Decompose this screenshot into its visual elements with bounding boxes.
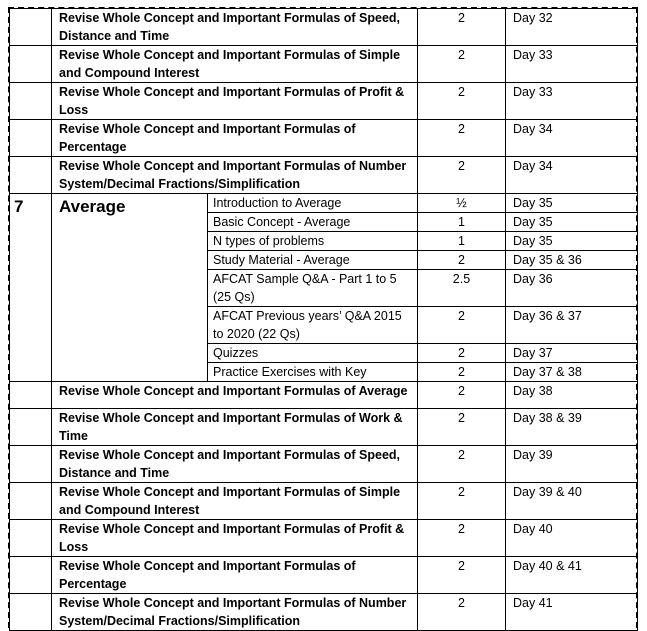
day-cell: Day 37 & 38 bbox=[506, 363, 638, 382]
topic-cell: Revise Whole Concept and Important Formulas of Simple and Compound Interest bbox=[52, 46, 418, 83]
hours-cell: 2 bbox=[418, 83, 506, 120]
subtopic-cell: Introduction to Average bbox=[208, 194, 418, 213]
day-cell: Day 33 bbox=[506, 46, 638, 83]
row-number-cell bbox=[10, 483, 52, 520]
day-cell: Day 33 bbox=[506, 83, 638, 120]
topic-cell: Revise Whole Concept and Important Formulas of Simple and Compound Interest bbox=[52, 483, 418, 520]
table-row bbox=[10, 157, 638, 194]
hours-cell: 2 bbox=[418, 157, 506, 194]
hours-cell: 2.5 bbox=[418, 270, 506, 307]
topic-cell: Revise Whole Concept and Important Formulas of Speed, Distance and Time bbox=[52, 446, 418, 483]
hours-cell: ½ bbox=[418, 194, 506, 213]
subtopic-cell: Quizzes bbox=[208, 344, 418, 363]
topic-cell: Revise Whole Concept and Important Formulas of Profit & Loss bbox=[52, 83, 418, 120]
subtopic-cell: Practice Exercises with Key bbox=[208, 363, 418, 382]
table-row bbox=[10, 483, 638, 520]
row-number-cell bbox=[10, 120, 52, 157]
hours-cell: 2 bbox=[418, 382, 506, 409]
hours-cell: 2 bbox=[418, 120, 506, 157]
topic-cell: Revise Whole Concept and Important Formulas of Number System/Decimal Fractions/Simplification bbox=[52, 594, 418, 631]
day-cell: Day 34 bbox=[506, 120, 638, 157]
section-topic: Average bbox=[52, 194, 208, 382]
topic-cell: Revise Whole Concept and Important Formulas of Number System/Decimal Fractions/Simplification bbox=[52, 157, 418, 194]
hours-cell: 1 bbox=[418, 232, 506, 251]
topic-cell: Revise Whole Concept and Important Formulas of Percentage bbox=[52, 557, 418, 594]
row-number-cell bbox=[10, 520, 52, 557]
topic-cell: Revise Whole Concept and Important Formulas of Profit & Loss bbox=[52, 520, 418, 557]
hours-cell: 2 bbox=[418, 483, 506, 520]
hours-cell: 2 bbox=[418, 46, 506, 83]
day-cell: Day 37 bbox=[506, 344, 638, 363]
table-row bbox=[10, 520, 638, 557]
row-number-cell bbox=[10, 157, 52, 194]
table-row bbox=[10, 46, 638, 83]
day-cell: Day 38 bbox=[506, 382, 638, 409]
table-row bbox=[10, 446, 638, 483]
hours-cell: 2 bbox=[418, 557, 506, 594]
hours-cell: 2 bbox=[418, 251, 506, 270]
row-number-cell bbox=[10, 594, 52, 631]
day-cell: Day 40 & 41 bbox=[506, 557, 638, 594]
hours-cell: 2 bbox=[418, 520, 506, 557]
table-row bbox=[10, 194, 638, 213]
day-cell: Day 35 bbox=[506, 194, 638, 213]
day-cell: Day 35 & 36 bbox=[506, 251, 638, 270]
subtopic-cell: AFCAT Previous years’ Q&A 2015 to 2020 (22 Qs) bbox=[208, 307, 418, 344]
section-number: 7 bbox=[10, 194, 52, 382]
row-number-cell bbox=[10, 382, 52, 409]
hours-cell: 2 bbox=[418, 363, 506, 382]
hours-cell: 2 bbox=[418, 409, 506, 446]
day-cell: Day 38 & 39 bbox=[506, 409, 638, 446]
subtopic-cell: N types of problems bbox=[208, 232, 418, 251]
row-number-cell bbox=[10, 9, 52, 46]
topic-cell: Revise Whole Concept and Important Formulas of Average bbox=[52, 382, 418, 409]
subtopic-cell: AFCAT Sample Q&A - Part 1 to 5 (25 Qs) bbox=[208, 270, 418, 307]
row-number-cell bbox=[10, 46, 52, 83]
row-number-cell bbox=[10, 83, 52, 120]
subtopic-cell: Basic Concept - Average bbox=[208, 213, 418, 232]
hours-cell: 2 bbox=[418, 594, 506, 631]
row-number-cell bbox=[10, 557, 52, 594]
table-row bbox=[10, 409, 638, 446]
table-row bbox=[10, 594, 638, 631]
table-row bbox=[10, 557, 638, 594]
hours-cell: 1 bbox=[418, 213, 506, 232]
day-cell: Day 40 bbox=[506, 520, 638, 557]
day-cell: Day 39 & 40 bbox=[506, 483, 638, 520]
day-cell: Day 34 bbox=[506, 157, 638, 194]
hours-cell: 2 bbox=[418, 9, 506, 46]
topic-cell: Revise Whole Concept and Important Formulas of Speed, Distance and Time bbox=[52, 9, 418, 46]
day-cell: Day 39 bbox=[506, 446, 638, 483]
table-row bbox=[10, 9, 638, 46]
table-row bbox=[10, 382, 638, 409]
day-cell: Day 41 bbox=[506, 594, 638, 631]
topic-cell: Revise Whole Concept and Important Formulas of Work & Time bbox=[52, 409, 418, 446]
day-cell: Day 35 bbox=[506, 232, 638, 251]
hours-cell: 2 bbox=[418, 307, 506, 344]
row-number-cell bbox=[10, 409, 52, 446]
row-number-cell bbox=[10, 446, 52, 483]
table-row bbox=[10, 120, 638, 157]
day-cell: Day 36 & 37 bbox=[506, 307, 638, 344]
subtopic-cell: Study Material - Average bbox=[208, 251, 418, 270]
topic-cell: Revise Whole Concept and Important Formulas of Percentage bbox=[52, 120, 418, 157]
day-cell: Day 32 bbox=[506, 9, 638, 46]
day-cell: Day 36 bbox=[506, 270, 638, 307]
day-cell: Day 35 bbox=[506, 213, 638, 232]
hours-cell: 2 bbox=[418, 344, 506, 363]
study-plan-table bbox=[9, 8, 638, 631]
table-row bbox=[10, 83, 638, 120]
hours-cell: 2 bbox=[418, 446, 506, 483]
